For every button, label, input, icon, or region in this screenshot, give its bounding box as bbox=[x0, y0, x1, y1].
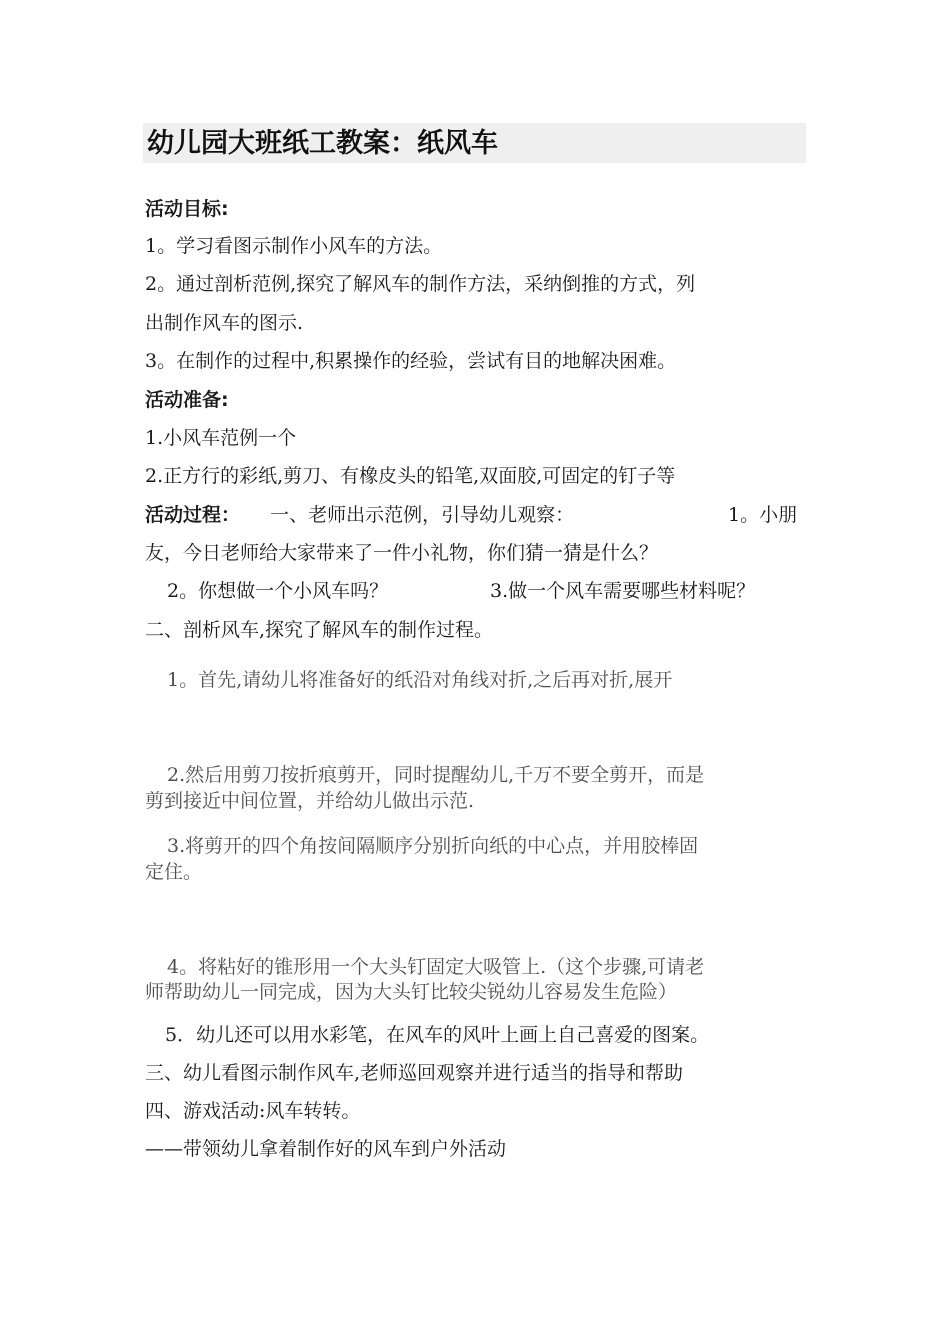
process-step-3: 三、幼儿看图示制作风车,老师巡回观察并进行适当的指导和帮助 bbox=[145, 1062, 684, 1084]
sub-step-3a: 3.将剪开的四个角按间隔顺序分别折向纸的中心点，并用胶棒固 bbox=[167, 835, 699, 857]
process-question-2: 2。你想做一个小风车吗？ bbox=[167, 580, 389, 602]
process-question-3: 3.做一个风车需要哪些材料呢？ bbox=[490, 580, 756, 602]
page-title: 幼儿园大班纸工教案：纸风车 bbox=[147, 128, 498, 159]
sub-step-4b: 师帮助幼儿一同完成，因为大头钉比较尖锐幼儿容易发生危险） bbox=[145, 981, 678, 1003]
process-question-1: 1。小朋 bbox=[728, 504, 798, 526]
goal-item-1: 1。学习看图示制作小风车的方法。 bbox=[145, 235, 443, 257]
process-line-3 bbox=[145, 579, 810, 603]
process-step-1: 一、老师出示范例，引导幼儿观察： bbox=[270, 504, 575, 526]
sub-step-1: 1。首先,请幼儿将准备好的纸沿对角线对折,之后再对折,展开 bbox=[167, 669, 673, 691]
sub-step-5: 5．幼儿还可以用水彩笔，在风车的风叶上画上自己喜爱的图案。 bbox=[165, 1024, 710, 1046]
sub-step-4a: 4。将粘好的锥形用一个大头钉固定大吸管上.（这个步骤,可请老 bbox=[167, 956, 705, 978]
prep-item-1: 1.小风车范例一个 bbox=[145, 427, 297, 449]
goal-item-2-cont: 出制作风车的图示. bbox=[145, 312, 304, 334]
process-line-2: 友，今日老师给大家带来了一件小礼物，你们猜一猜是什么？ bbox=[145, 542, 659, 564]
prep-heading: 活动准备: bbox=[145, 389, 229, 411]
goal-item-2: 2。通过剖析范例,探究了解风车的制作方法，采纳倒推的方式，列 bbox=[145, 273, 696, 295]
process-line-1 bbox=[145, 503, 810, 527]
process-step-4: 四、游戏活动:风车转转。 bbox=[145, 1100, 361, 1122]
goal-item-3: 3。在制作的过程中,积累操作的经验，尝试有目的地解决困难。 bbox=[145, 350, 677, 372]
process-heading: 活动过程： bbox=[145, 504, 241, 526]
goals-heading: 活动目标: bbox=[145, 198, 229, 220]
process-step-4-sub: ——带领幼儿拿着制作好的风车到户外活动 bbox=[145, 1138, 507, 1160]
sub-step-3b: 定住。 bbox=[145, 861, 203, 883]
sub-step-2a: 2.然后用剪刀按折痕剪开，同时提醒幼儿,千万不要全剪开，而是 bbox=[167, 764, 705, 786]
sub-step-2b: 剪到接近中间位置，并给幼儿做出示范. bbox=[145, 790, 475, 812]
process-step-2: 二、剖析风车,探究了解风车的制作过程。 bbox=[145, 619, 494, 641]
prep-item-2: 2.正方行的彩纸,剪刀、有橡皮头的铅笔,双面胶,可固定的钉子等 bbox=[145, 465, 676, 487]
